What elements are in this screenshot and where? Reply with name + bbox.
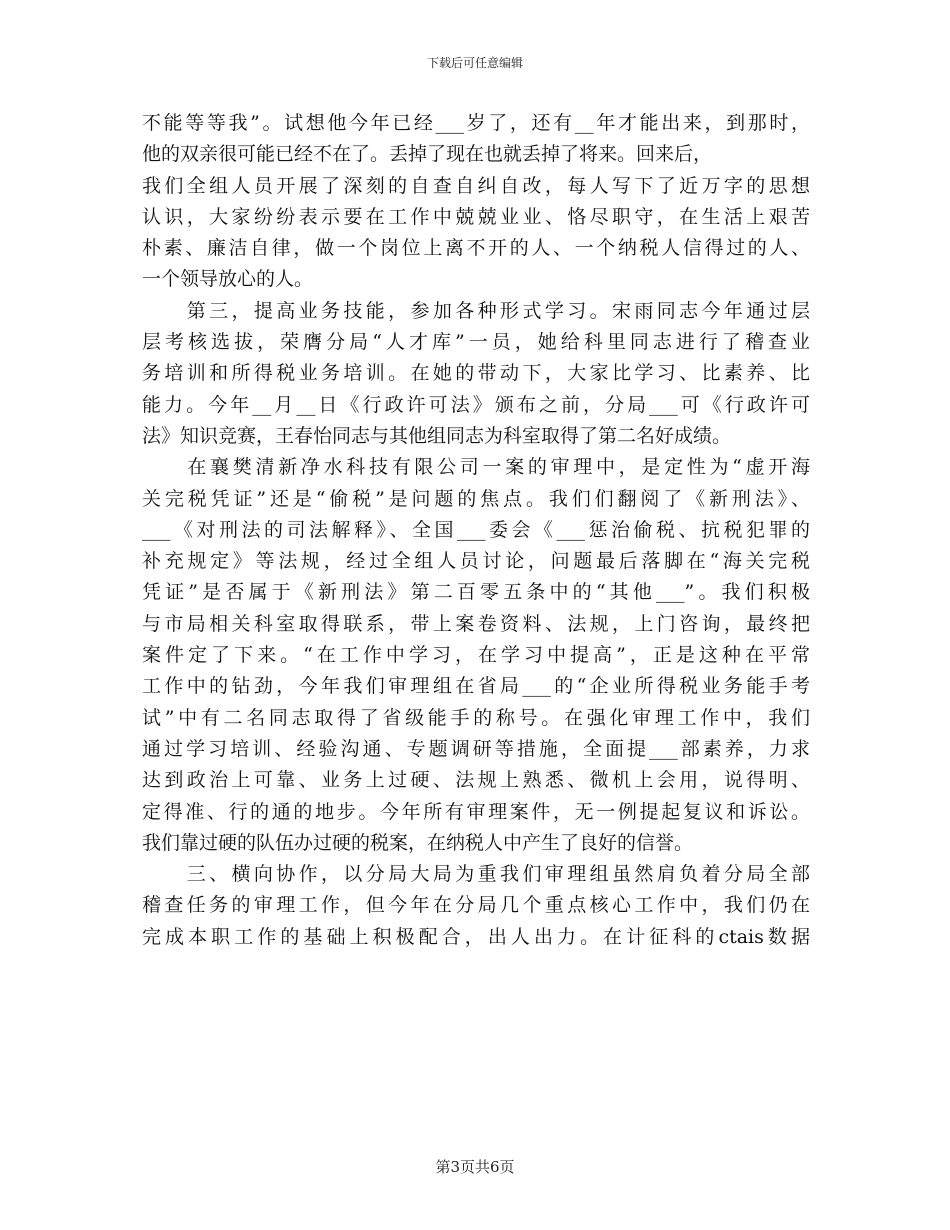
text-line: 不能等等我”。试想他今年已经___岁了，还有__年才能出来，到那时， [142,112,810,134]
text-line: 一个领导放心的人。 [142,268,314,291]
text-line: 凭证”是否属于《新刑法》第二百零五条中的“其他___”。我们积极 [142,581,810,604]
text-line: 我们靠过硬的队伍办过硬的税案，在纳税人中产生了良好的信誉。 [142,831,694,854]
text-line: 案件定了下来。“在工作中学习，在学习中提高”，正是这种在平常 [142,644,810,667]
text-line: 定得准、行的通的地步。今年所有审理案件，无一例提起复议和诉讼。 [142,800,810,823]
text-line: 认识，大家纷纷表示要在工作中兢兢业业、恪尽职守，在生活上艰苦 [142,205,810,228]
text-line: 层考核选拔，荣膺分局“人才库”一员，她给科里同志进行了稽查业 [142,331,810,354]
text-line: 我们全组人员开展了深刻的自查自纠自改，每人写下了近万字的思想 [142,174,810,197]
text-line: 稽查任务的审理工作，但今年在分局几个重点核心工作中，我们仍在 [142,894,810,917]
page-footer: 第3页共6页 [435,1158,515,1176]
text-line: 朴素、廉洁自律，做一个岗位上离不开的人、一个纳税人信得过的人、 [142,237,810,260]
text-line: 三、横向协作，以分局大局为重我们审理组虽然肩负着分局全部 [142,863,810,886]
text-line: 通过学习培训、经验沟通、专题调研等措施，全面提___部素养，力求 [142,737,810,760]
page-header: 下载后可任意编辑 [426,56,523,70]
text-line: 法》知识竞赛，王春怡同志与其他组同志为科室取得了第二名好成绩。 [142,424,732,447]
text-line: 关完税凭证”还是“偷税”是问题的焦点。我们们翻阅了《新刑法》、 [142,487,810,510]
text-line: 试”中有二名同志取得了省级能手的称号。在强化审理工作中，我们 [142,706,810,729]
text-line: 与市局相关科室取得联系，带上案卷资料、法规，上门咨询，最终把 [142,612,810,635]
document-body [142,108,810,953]
text-line: 他的双亲很可能已经不在了。丢掉了现在也就丢掉了将来。回来后， [142,143,713,166]
text-line: 工作中的钻劲，今年我们审理组在省局___的“企业所得税业务能手考 [142,675,810,698]
text-line: 在襄樊清新净水科技有限公司一案的审理中，是定性为“虚开海 [142,456,810,479]
text-line: 第三，提高业务技能，参加各种形式学习。宋雨同志今年通过层 [142,299,810,322]
text-line: 补充规定》等法规，经过全组人员讨论，问题最后落脚在“海关完税 [142,550,810,573]
text-line: ___《对刑法的司法解释》、全国___委会《___惩治偷税、抗税犯罪的 [142,518,810,541]
text-line: 务培训和所得税业务培训。在她的带动下，大家比学习、比素养、比 [142,362,810,385]
text-line: 达到政治上可靠、业务上过硬、法规上熟悉、微机上会用，说得明、 [142,769,810,792]
text-line: 完成本职工作的基础上积极配合，出人出力。在计征科的ctais数据 [142,925,810,948]
text-line: 能力。今年__月__日《行政许可法》颁布之前，分局___可《行政许可 [142,393,810,416]
